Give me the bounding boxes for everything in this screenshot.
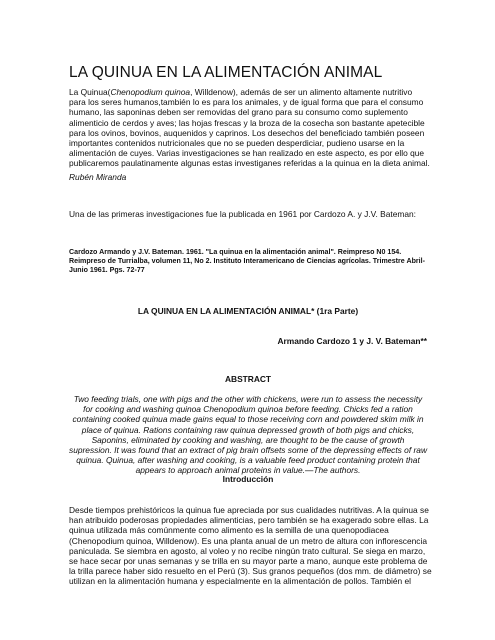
intro-text-rest: , Willdenow), además de ser un alimento altamente nutritivo para los seres humanos,también lo es para los animales, y de igual forma que para el consumo humano, las saponinas deben ser removidas del grano para su consumo como suplemento alimenticio de cerdos y aves; las hojas frescas y la broza de la cosecha son bastante apetecible para los ovinos, bovinos, auquenidos y caprinos. Los desechos del beneficiado también poseen importantes contenidos nutricionales que no se pueden desperdiciar, pudieno usarse en la alimentación de cuyes. Varias investigaciones se han realizado en este aspecto, es por ello que publicaremos paulatinamente algunas estas investiganes referidas a la quinua en la dieta animal.: [69, 87, 430, 169]
abstract-paragraph: Two feeding trials, one with pigs and the other with chickens, were run to assess the necessity for cooking and washing quinoa Chenopodium quinoa before feeding. Chicks fed a ration containing cooked quinua made gains equal to those receiving corn and powdered skim milk in place of quinua. Rations containing raw quinua depressed growth of both pigs and chicks, Saponins, eliminated by cooking and washing, are thought to be the cause of growth supression. It was found that an extract of pig brain offsets some of the depressing effects of raw quinua. Quinua, after washing and cooking, is a valuable feed product containing protein that appears to approach animal proteins in value.—The authors.: [69, 394, 427, 476]
document-title: LA QUINUA EN LA ALIMENTACIÓN ANIMAL: [69, 64, 383, 81]
article-authors: Armando Cardozo 1 y J. V. Bateman**: [277, 336, 427, 346]
intro-paragraph: [69, 87, 431, 169]
article-title: LA QUINUA EN LA ALIMENTACIÓN ANIMAL* (1ra Parte): [137, 306, 359, 316]
abstract-heading: ABSTRACT: [224, 374, 272, 384]
first-study-sentence: Una de las primeras investigaciones fue la publicada en 1961 por Cardozo A. y J.V. Bateman:: [69, 209, 416, 219]
author-signature: Rubén Miranda: [69, 172, 127, 182]
citation-paragraph: Cardozo Armando y J.V. Bateman. 1961. "La quinua en la alimentación animal". Reimpreso N0 154. Reimpreso de Turrialba, volumen 11, No 2. Instituto Interamericano de Ciencias agrícolas. Trimestre Abril-Junio 1961. Pgs. 72-77: [69, 248, 425, 274]
species-name: Chenopodium quinoa: [110, 87, 191, 97]
intro-text-start: La Quinua(: [69, 87, 111, 97]
introduction-paragraph: Desde tiempos prehistóricos la quinua fue apreciada por sus cualidades nutritivas. A la quinua se han atribuido poderosas propiedades alimenticias, pero también se ha exagerado sobre ellas. La quinua utilizada más comúnmente como alimento es la semilla de una quenopodiacea (Chenopodium quinoa, Willdenow). Es una planta anual de un metro de altura con inflorescencia paniculada. Se siembra en agosto, al voleo y no recibe ningún trato cultural. Se siega en marzo, se hace secar por unas semanas y se trilla en su mayor parte a mano, aunque este problema de la trilla parece haber sido resuelto en el Perú (3). Sus granos pequeños (dos mm. de diámetro) se utilizan en la alimentación humana y especialmente en la alimentación de pollos. También el: [69, 505, 432, 587]
introduction-heading: Introducción: [222, 474, 274, 484]
